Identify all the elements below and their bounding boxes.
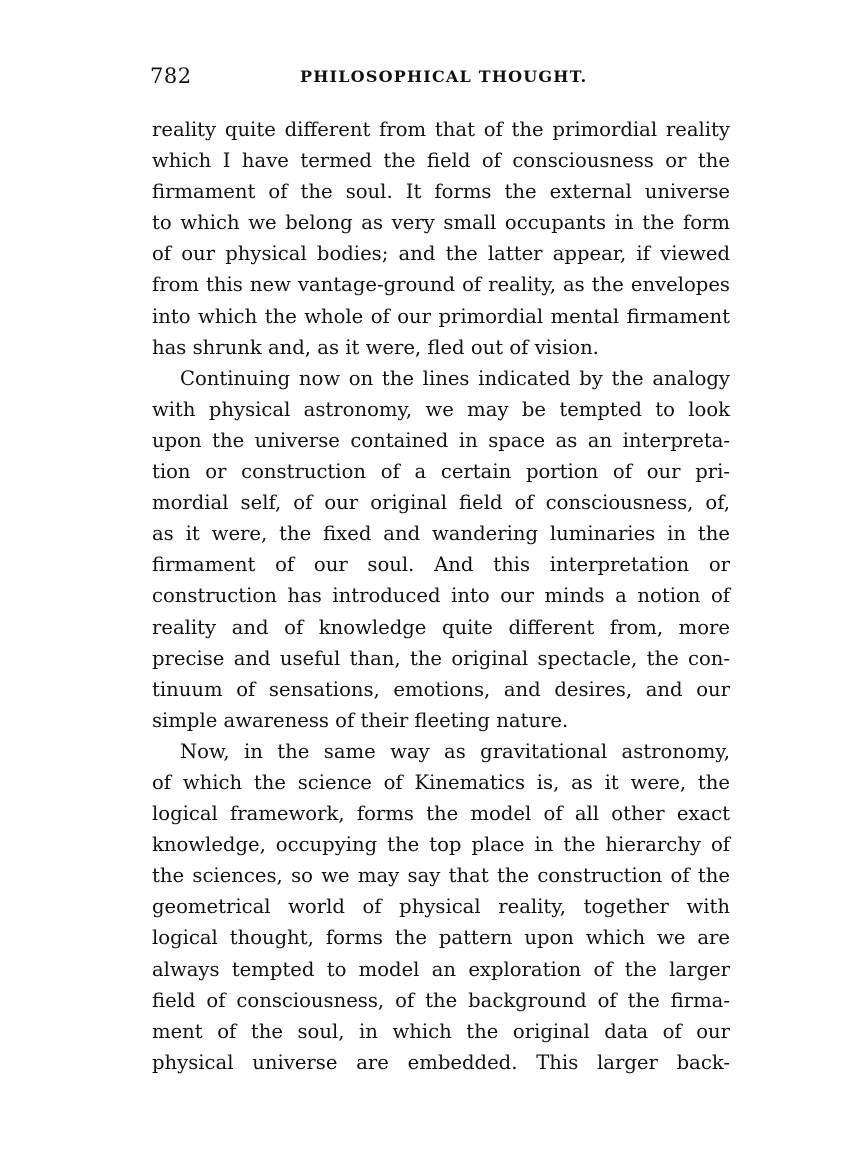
- text-line: firmament of our soul. And this interpretation or: [152, 553, 730, 577]
- text-line: the sciences, so we may say that the construction of the: [152, 864, 730, 888]
- text-line: reality quite different from that of the primordial reality: [152, 118, 730, 141]
- text-line: upon the universe contained in space as an interpreta-: [152, 428, 730, 452]
- text-line: with physical astronomy, we may be tempted to look: [152, 397, 730, 421]
- text-line: logical thought, forms the pattern upon which we are: [152, 926, 730, 950]
- text-line: precise and useful than, the original spectacle, the con-: [152, 646, 730, 670]
- text-line: of which the science of Kinematics is, as it were, the: [152, 770, 730, 794]
- text-line: as it were, the fixed and wandering luminaries in the: [152, 522, 730, 546]
- text-line: firmament of the soul. It forms the external universe: [152, 180, 730, 204]
- text-line: simple awareness of their fleeting nature.: [152, 708, 569, 732]
- text-line: which I have termed the field of consciousness or the: [152, 149, 730, 173]
- page-number: 782: [150, 64, 192, 88]
- text-line: to which we belong as very small occupants in the form: [152, 211, 730, 235]
- text-line: has shrunk and, as it were, fled out of vision.: [152, 335, 599, 359]
- running-head: [150, 64, 730, 94]
- text-line: ment of the soul, in which the original data of our: [152, 1019, 730, 1043]
- text-line: from this new vantage-ground of reality, as the envelopes: [152, 273, 730, 297]
- text-line: construction has introduced into our minds a notion of: [152, 584, 730, 608]
- paragraph-2: [152, 363, 730, 736]
- text-line: reality and of knowledge quite different from, more: [152, 615, 730, 639]
- text-line: into which the whole of our primordial mental firmament: [152, 304, 730, 328]
- text-line: physical universe are embedded. This larger back-: [152, 1050, 730, 1074]
- paragraph-1: [152, 114, 730, 363]
- text-line: field of consciousness, of the background of the firma-: [152, 988, 730, 1012]
- text-line: mordial self, of our original field of consciousness, of,: [152, 491, 730, 515]
- text-line: always tempted to model an exploration of the larger: [152, 957, 730, 981]
- text-line: logical framework, forms the model of all other exact: [152, 802, 730, 826]
- text-line: tion or construction of a certain portion of our pri-: [152, 460, 730, 484]
- body-text: [152, 114, 730, 1078]
- text-line: of our physical bodies; and the latter appear, if viewed: [152, 242, 730, 266]
- text-line: Continuing now on the lines indicated by the analogy: [180, 366, 730, 390]
- text-line: geometrical world of physical reality, together with: [152, 895, 730, 919]
- running-title: PHILOSOPHICAL THOUGHT.: [300, 67, 588, 86]
- text-line: tinuum of sensations, emotions, and desires, and our: [152, 677, 730, 701]
- text-line: knowledge, occupying the top place in the hierarchy of: [152, 833, 730, 857]
- text-line: Now, in the same way as gravitational astronomy,: [180, 739, 730, 763]
- paragraph-3: [152, 736, 730, 1078]
